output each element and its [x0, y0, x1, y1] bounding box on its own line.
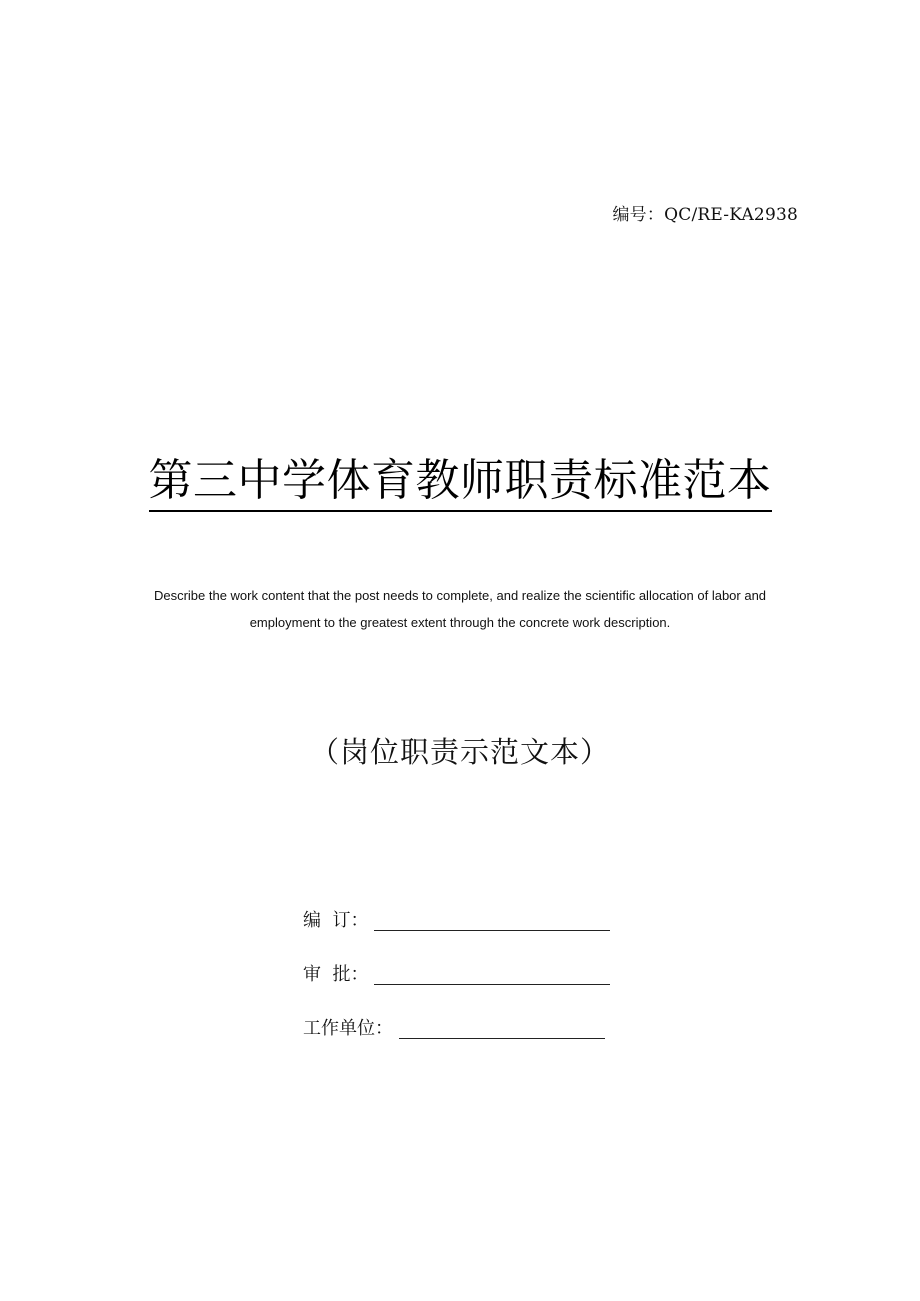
compiled-by-label: 编 订：	[303, 910, 369, 931]
approved-by-blank[interactable]	[374, 966, 610, 985]
document-number-value: QC/RE-KA2938	[664, 205, 798, 225]
document-subtitle: Describe the work content that the post needs to complete, and realize the scientific allocation of labor and employment to the greatest extent through the concrete work description.	[153, 588, 767, 630]
signature-row-compiled-by	[303, 908, 610, 934]
document-number	[612, 200, 798, 225]
document-number-label: 编号：	[612, 205, 665, 225]
work-unit-blank[interactable]	[399, 1020, 605, 1039]
compiled-by-blank[interactable]	[374, 912, 610, 931]
signature-row-approved-by	[303, 962, 610, 988]
document-title: 第三中学体育教师职责标准范本	[149, 452, 772, 512]
signature-row-work-unit	[303, 1016, 605, 1042]
approved-by-label: 审 批：	[303, 964, 369, 985]
sample-text-label: （岗位职责示范文本）	[309, 735, 610, 769]
title-container	[0, 452, 920, 512]
work-unit-label: 工作单位：	[303, 1018, 393, 1039]
